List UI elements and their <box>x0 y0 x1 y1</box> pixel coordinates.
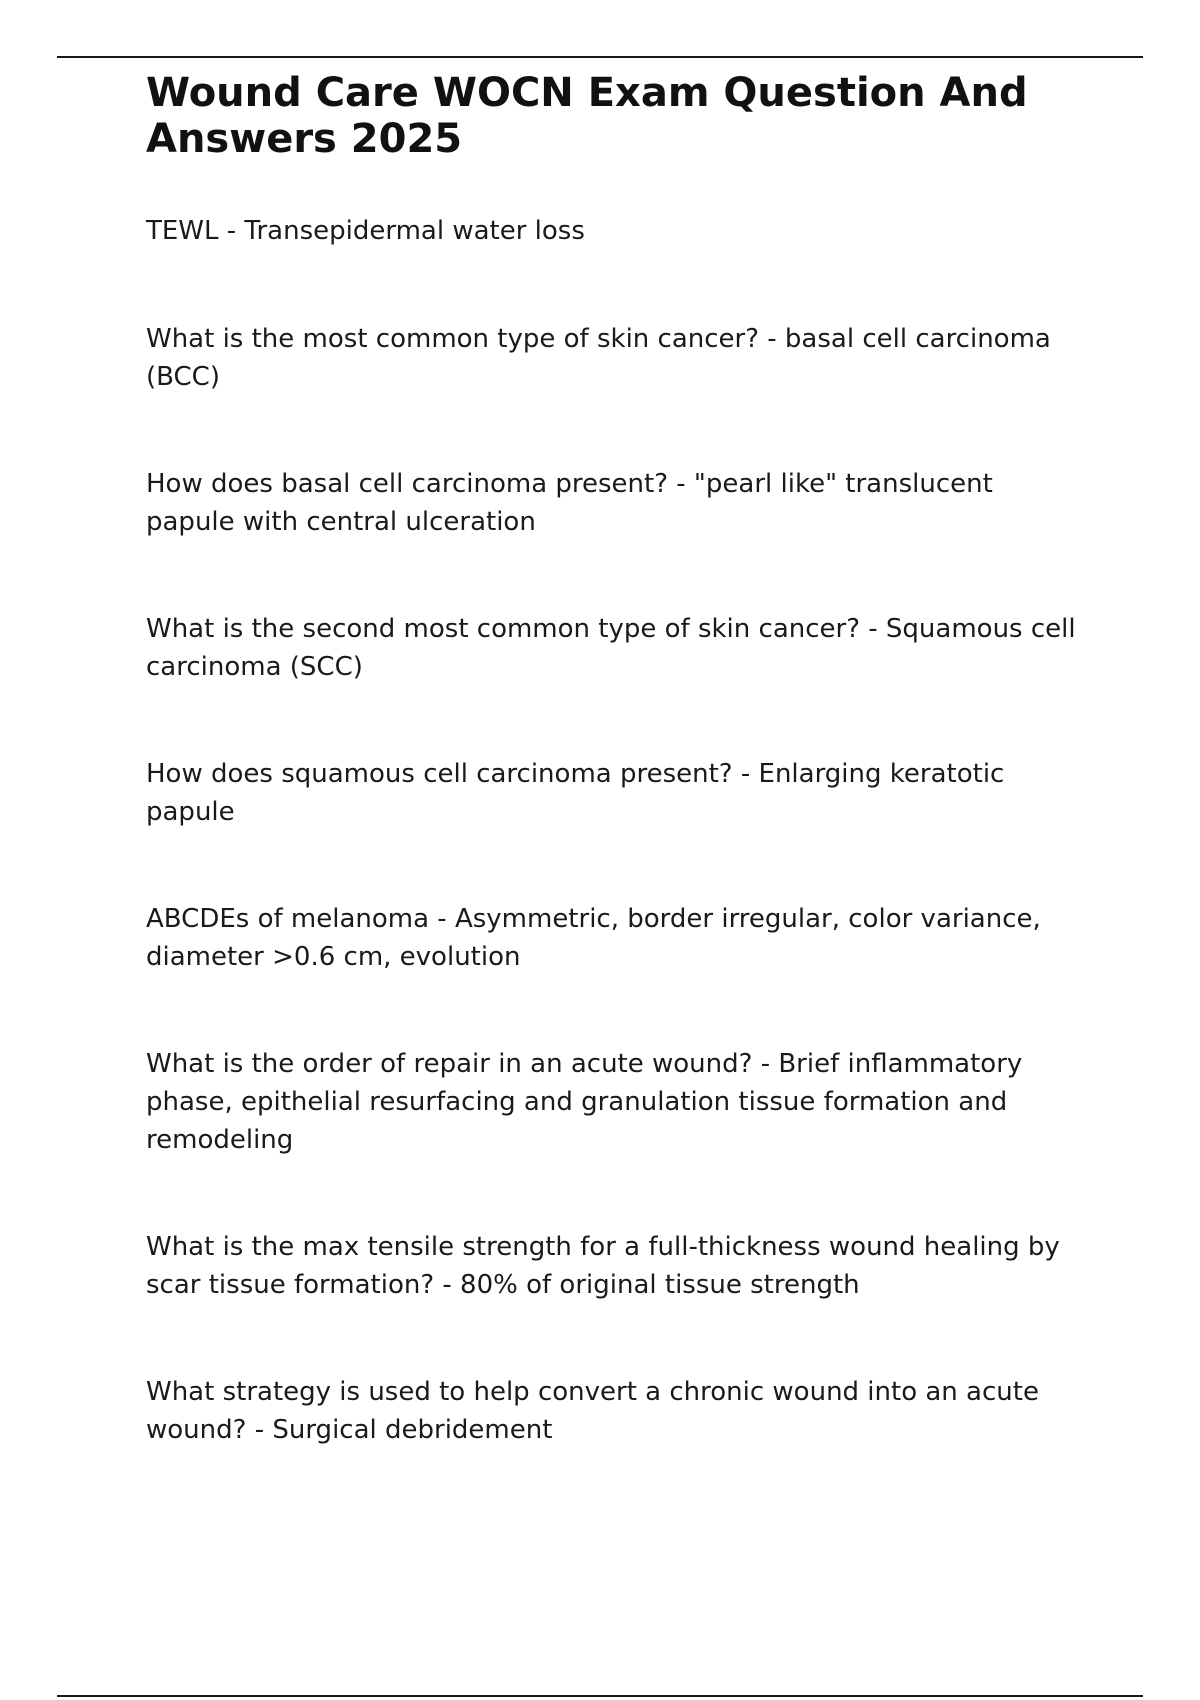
bottom-divider <box>57 1695 1143 1697</box>
document-content <box>146 70 1086 1518</box>
top-divider <box>57 56 1143 58</box>
qa-item: How does squamous cell carcinoma present? - Enlarging keratotic papule <box>146 759 1005 827</box>
qa-item: How does basal cell carcinoma present? - "pearl like" translucent papule with central ulceration <box>146 469 993 537</box>
qa-list <box>146 212 1086 1449</box>
qa-item: ABCDEs of melanoma - Asymmetric, border irregular, color variance, diameter >0.6 cm, evolution <box>146 904 1041 972</box>
document-title: Wound Care WOCN Exam Question And Answers 2025 <box>146 70 1028 162</box>
qa-item: What is the second most common type of skin cancer? - Squamous cell carcinoma (SCC) <box>146 614 1076 682</box>
qa-item: TEWL - Transepidermal water loss <box>146 216 585 246</box>
qa-item: What is the most common type of skin cancer? - basal cell carcinoma (BCC) <box>146 324 1051 392</box>
qa-item: What is the order of repair in an acute wound? - Brief inflammatory phase, epithelial resurfacing and granulation tissue formation and remodeling <box>146 1049 1023 1155</box>
qa-item: What is the max tensile strength for a full-thickness wound healing by scar tissue formation? - 80% of original tissue strength <box>146 1232 1060 1300</box>
qa-item: What strategy is used to help convert a chronic wound into an acute wound? - Surgical debridement <box>146 1377 1039 1445</box>
